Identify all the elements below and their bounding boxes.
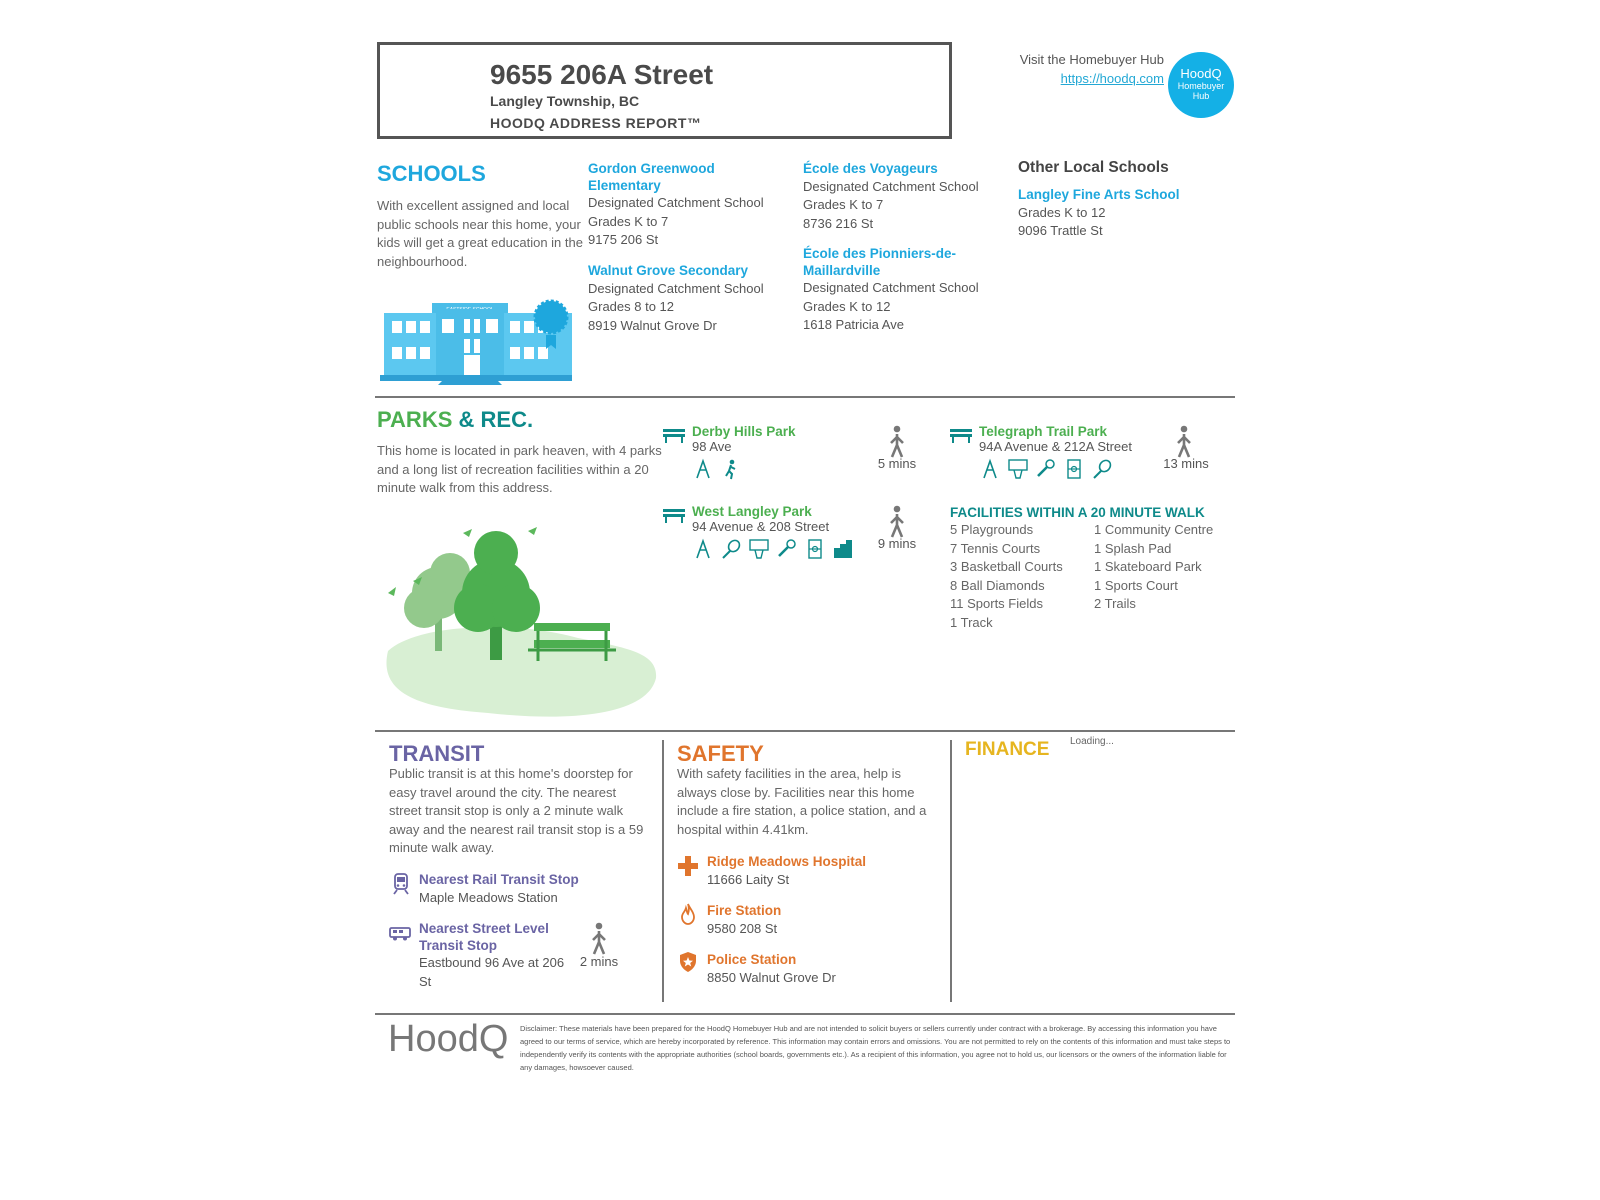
- park-address: 94A Avenue & 212A Street: [979, 439, 1132, 454]
- park-address: 94 Avenue & 208 Street: [692, 519, 830, 534]
- tennis-icon: [720, 538, 742, 560]
- bus-icon: [389, 927, 411, 941]
- school-address: 8736 216 St: [803, 215, 874, 231]
- facility-item: 1 Skateboard Park: [1094, 559, 1202, 574]
- transit-title: TRANSIT: [389, 741, 485, 766]
- school-type: Designated Catchment School: [803, 178, 979, 194]
- walking-icon: [588, 922, 610, 956]
- fire-icon: [681, 903, 695, 925]
- school-building-icon: [380, 295, 580, 395]
- column-divider: [950, 740, 952, 1002]
- school-name: Walnut Grove Secondary: [588, 263, 749, 278]
- parks-title: [377, 407, 533, 433]
- school-grades: Grades K to 7: [588, 213, 669, 229]
- safety-item-name: Police Station: [707, 952, 797, 967]
- playground-icon: [692, 538, 714, 560]
- bench-icon: [950, 427, 972, 443]
- track-icon: [720, 458, 742, 480]
- facility-item: 3 Basketball Courts: [950, 559, 1063, 574]
- school-type: Designated Catchment School: [588, 280, 764, 296]
- rail-transit-item: [419, 872, 579, 907]
- park-illustration-icon: [378, 513, 660, 723]
- school-grades: Grades K to 7: [803, 197, 884, 212]
- school-name: École des Pionniers-de-Maillardville: [803, 246, 957, 278]
- facility-item: 5 Playgrounds: [950, 522, 1034, 537]
- report-label: HOODQ ADDRESS REPORT™: [490, 115, 702, 131]
- schools-intro: With excellent assigned and local public schools near this home, your kids will get a great education in the neighbourhood.: [377, 198, 583, 269]
- park-facility-icons: [692, 538, 854, 560]
- column-divider: [662, 740, 664, 1002]
- rail-stop-title: Nearest Rail Transit Stop: [419, 872, 579, 887]
- facility-item: 8 Ball Diamonds: [950, 577, 1045, 593]
- school-address: 9175 206 St: [588, 232, 659, 247]
- safety-intro: With safety facilities in the area, help is always close by. Facilities near this home include a fire station, a police station, and a hospital within 4.41km.: [677, 766, 927, 837]
- school-name: Gordon Greenwood Elementary: [588, 161, 715, 193]
- train-icon: [392, 873, 410, 895]
- section-divider: [375, 1013, 1235, 1015]
- sports-field-icon: [804, 538, 826, 560]
- section-divider: [375, 396, 1235, 398]
- police-shield-icon: [679, 951, 697, 973]
- school-grades: Grades K to 12: [803, 298, 891, 314]
- facility-item: 1 Track: [950, 614, 993, 630]
- school-item: [588, 263, 788, 335]
- basketball-icon: [1007, 458, 1029, 480]
- safety-item-name: Ridge Meadows Hospital: [707, 854, 867, 869]
- transit-intro: Public transit is at this home's doorstep for easy travel around the city. The nearest street transit stop is only a 2 minute walk away and the nearest rail transit stop is a 59 minute walk away.: [389, 766, 644, 855]
- section-divider: [375, 730, 1235, 732]
- school-address: 8919 Walnut Grove Dr: [588, 317, 717, 333]
- walking-icon: [886, 425, 908, 459]
- finance-title: FINANCE: [965, 739, 1050, 760]
- safety-item: [707, 903, 781, 938]
- walk-time: 5 mins: [877, 456, 917, 471]
- facilities-title: FACILITIES WITHIN A 20 MINUTE WALK: [950, 505, 1205, 520]
- hub-logo-line3: Hub: [1192, 91, 1210, 101]
- school-item: [588, 161, 788, 250]
- safety-item-name: Fire Station: [707, 903, 782, 918]
- safety-item: [707, 952, 836, 987]
- school-item: [803, 161, 1003, 233]
- facility-item: 1 Splash Pad: [1094, 540, 1172, 556]
- schools-title: SCHOOLS: [377, 161, 486, 186]
- address-title: 9655 206A Street: [490, 59, 714, 90]
- facility-item: 1 Community Centre: [1094, 522, 1214, 537]
- community-centre-icon: [832, 538, 854, 560]
- street-stop-title: Nearest Street Level Transit Stop: [419, 921, 549, 953]
- park-item: [692, 424, 796, 480]
- school-address: 9096 Trattle St: [1018, 223, 1103, 238]
- school-address: 1618 Patricia Ave: [803, 317, 904, 332]
- safety-title: SAFETY: [677, 741, 764, 766]
- park-facility-icons: [979, 458, 1132, 480]
- playground-icon: [692, 458, 714, 480]
- parks-intro: This home is located in park heaven, with 4 parks and a long list of recreation facilities within a 20 minute walk from this address.: [377, 443, 662, 495]
- school-type: Designated Catchment School: [803, 280, 979, 295]
- facility-item: 1 Sports Court: [1094, 577, 1178, 593]
- hoodq-footer-logo: HoodQ: [388, 1018, 509, 1060]
- school-type: Designated Catchment School: [588, 195, 764, 210]
- address-header-box: [377, 42, 952, 139]
- sports-field-icon: [1063, 458, 1085, 480]
- hospital-cross-icon: [677, 855, 699, 877]
- baseball-icon: [776, 538, 798, 560]
- baseball-icon: [1035, 458, 1057, 480]
- safety-item-address: 11666 Laity St: [707, 871, 790, 887]
- playground-icon: [979, 458, 1001, 480]
- facilities-col2: [1094, 521, 1213, 614]
- basketball-icon: [748, 538, 770, 560]
- hub-link[interactable]: https://hoodq.com: [1060, 71, 1164, 86]
- school-name: École des Voyageurs: [803, 161, 938, 176]
- walk-time: 2 mins: [579, 954, 619, 969]
- hub-logo[interactable]: [1168, 52, 1234, 118]
- park-name: Telegraph Trail Park: [979, 424, 1108, 439]
- parks-title-a: PARKS: [377, 407, 453, 432]
- school-grades: Grades 8 to 12: [588, 299, 674, 314]
- hub-logo-line1: HoodQ: [1180, 66, 1222, 81]
- school-name: Langley Fine Arts School: [1018, 187, 1180, 202]
- walk-time: 9 mins: [877, 536, 917, 551]
- park-name: West Langley Park: [692, 504, 812, 519]
- walking-icon: [1173, 425, 1195, 459]
- parks-title-b: & REC.: [458, 407, 534, 432]
- facility-item: 11 Sports Fields: [950, 596, 1043, 611]
- disclaimer-text: Disclaimer: These materials have been prepared for the HoodQ Homebuyer Hub and are not intended to solicit buyers or sellers currently under contract with a brokerage. By accessing this information you have agreed to our terms of service, which are hereby incorporated by reference. This information may contain errors and omissions. You are not permitted to rely on the contents of this information and must take steps to independently verify its contents with the appropriate authorities (school boards, governments etc.). As a recipient of this information, you agree not to hold us, our licensors or the owners of the information liable for any damages, howsoever caused.: [520, 1024, 1231, 1072]
- facility-item: 7 Tennis Courts: [950, 540, 1041, 556]
- school-grades: Grades K to 12: [1018, 204, 1106, 220]
- street-stop-name: Eastbound 96 Ave at 206 St: [419, 955, 565, 989]
- walking-icon: [886, 505, 908, 539]
- safety-item-address: 8850 Walnut Grove Dr: [707, 969, 836, 985]
- rail-stop-name: Maple Meadows Station: [419, 889, 558, 905]
- park-name: Derby Hills Park: [692, 424, 796, 439]
- park-item: [979, 424, 1132, 480]
- street-transit-item: [419, 921, 579, 991]
- park-facility-icons: [692, 458, 796, 480]
- facility-item: 2 Trails: [1094, 596, 1136, 611]
- tennis-icon: [1091, 458, 1113, 480]
- other-schools-title: Other Local Schools: [1018, 159, 1169, 176]
- park-item: [692, 504, 854, 560]
- bench-icon: [663, 427, 685, 443]
- finance-loading: Loading...: [1070, 736, 1114, 747]
- other-school-item: [1018, 187, 1228, 241]
- hub-visit-text: Visit the Homebuyer Hub: [1019, 52, 1164, 67]
- bench-icon: [663, 507, 685, 523]
- address-city: Langley Township, BC: [490, 93, 640, 109]
- school-item: [803, 246, 983, 335]
- park-address: 98 Ave: [692, 439, 732, 454]
- safety-item: [707, 854, 866, 889]
- walk-time: 13 mins: [1163, 456, 1209, 471]
- facilities-col1: [950, 521, 1063, 632]
- safety-item-address: 9580 208 St: [707, 920, 778, 936]
- hub-logo-line2: Homebuyer: [1177, 81, 1225, 91]
